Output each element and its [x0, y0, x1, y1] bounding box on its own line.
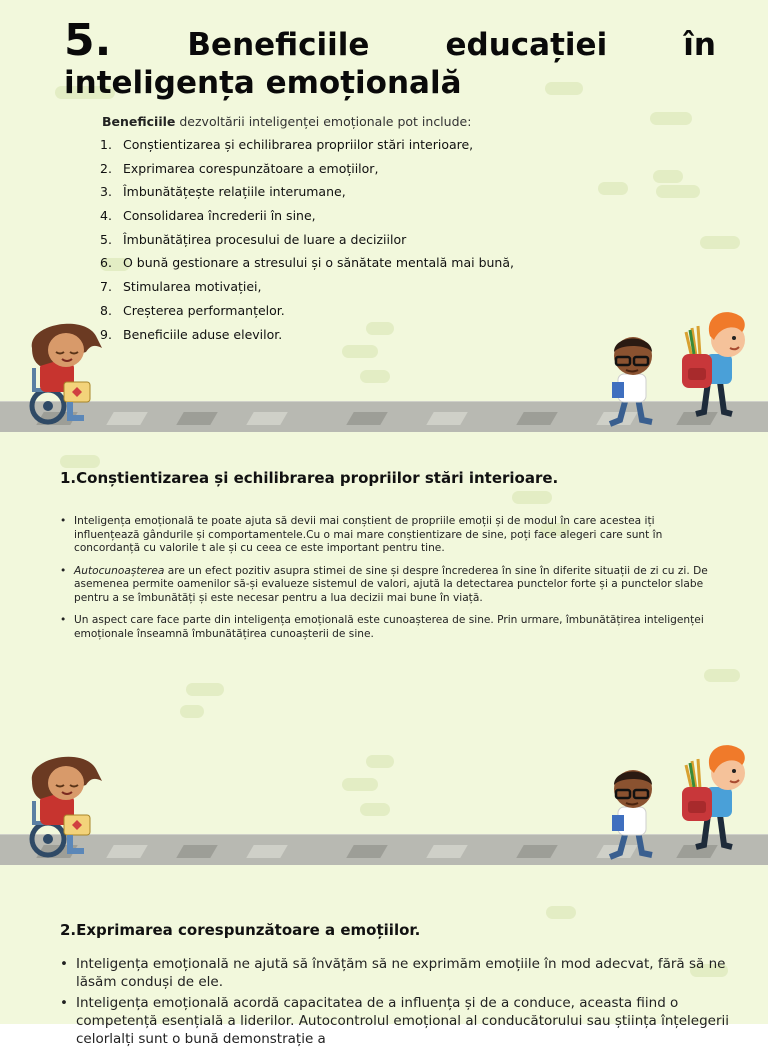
bullet-text: Un aspect care face parte din inteligența emoțională este cunoașterea de sine. Prin urmare, îmbunătățirea inteligenței emoționale înseamnă îmbunătățirea cunoașterii de sine.: [74, 614, 704, 640]
item-text: Conștientizarea și echilibrarea propriilor stări interioare,: [123, 137, 474, 152]
list-item: [100, 255, 514, 279]
title-word: educației: [445, 27, 608, 63]
decor-dash: [180, 705, 204, 718]
item-text: Creșterea performanțelor.: [123, 302, 285, 318]
title-word: Beneficiile: [187, 27, 370, 63]
bullet-item: [60, 515, 716, 556]
list-item: [100, 232, 514, 256]
slide-2-heading: 1.Conștientizarea și echilibrarea propriilor stări interioare.: [60, 469, 559, 487]
item-text: Stimularea motivației,: [123, 279, 262, 295]
slide-1: [0, 0, 768, 433]
decor-dash: [656, 185, 700, 198]
list-item: [100, 327, 514, 351]
boy-glasses-illustration: [602, 765, 666, 863]
title-number: 5.: [64, 15, 112, 66]
item-text: Consolidarea încrederii în sine,: [123, 208, 316, 224]
bullet-item: [60, 955, 736, 991]
intro-text: [102, 114, 471, 129]
item-text: Îmbunătățește relațiile interumane,: [123, 184, 346, 200]
decor-dash: [366, 755, 394, 768]
list-item: [100, 303, 514, 327]
item-number: 4.: [100, 208, 112, 224]
decor-dash: [546, 906, 576, 919]
bullet-emphasis: Autocunoașterea: [74, 564, 165, 577]
bullet-item: [60, 565, 716, 606]
item-number: 5.: [100, 231, 112, 247]
girl-wheelchair-illustration: [24, 751, 114, 859]
list-item: [100, 208, 514, 232]
decor-dash: [360, 370, 390, 383]
item-text: Exprimarea corespunzătoare a emoțiilor,: [123, 160, 379, 176]
bullet-text: Inteligența emoțională te poate ajuta să devii mai conștient de propriile emoții și de modul în care acestea iți influențează gândurile și comportamentele.Cu o mai mare conștientizare de sine, poți face alegeri care sunt în concordanță cu valorile t ale și cu ceea ce este important pentru tine.: [74, 515, 663, 554]
boy-backpack-illustration: [680, 743, 752, 853]
bullet-text: are un efect pozitiv asupra stimei de sine și despre încrederea în sine în diferite situații de zi cu zi. De asemenea permite oamenilor să-și evalueze sistemul de valori, ajută la detectarea punctelor forte și a punctelor slabe pentru a se îmbunătăți și este necesar pentru a lua decizii mai bune în viață.: [74, 564, 708, 604]
girl-wheelchair-illustration: [24, 318, 114, 426]
boy-backpack-illustration: [680, 310, 752, 420]
item-text: Îmbunătățirea procesului de luare a deciziilor: [123, 231, 407, 247]
bullet-item: [60, 994, 736, 1048]
item-number: 6.: [100, 255, 112, 271]
item-number: 3.: [100, 184, 112, 200]
decor-dash: [186, 683, 224, 696]
decor-dash: [512, 491, 552, 504]
item-text: Beneficiile aduse elevilor.: [123, 326, 283, 342]
title-line-2: inteligența emoțională: [64, 65, 462, 101]
decor-dash: [360, 803, 390, 816]
slide-3: [0, 866, 768, 1047]
slide-3-bullets: [60, 955, 736, 1051]
decor-dash: [653, 170, 683, 183]
bullet-item: [60, 614, 716, 641]
benefits-list: [100, 137, 514, 350]
bullet-text: Inteligența emoțională acordă capacitatea de a influența și de a conduce, aceasta fiind o competență esențială a liderilor. Autocontrolul emoțional al conducătorului sau știința înțelegerii celorlalți sunt o bună demonstrație a: [76, 995, 729, 1047]
list-item: [100, 184, 514, 208]
item-number: 8.: [100, 302, 112, 318]
item-text: O bună gestionare a stresului și o sănătate mentală mai bună,: [123, 255, 514, 271]
decor-dash: [700, 236, 740, 249]
decor-dash: [650, 112, 692, 125]
decor-dash: [342, 778, 378, 791]
title-word: în: [683, 27, 716, 63]
decor-dash: [60, 455, 100, 468]
boy-glasses-illustration: [602, 332, 666, 430]
item-number: 9.: [100, 326, 112, 342]
item-number: 1.: [100, 137, 112, 152]
slide-title: [64, 15, 716, 102]
intro-bold: Beneficiile: [102, 114, 176, 129]
list-item: [100, 279, 514, 303]
intro-rest: dezvoltării inteligenței emoționale pot include:: [175, 114, 472, 129]
item-number: 7.: [100, 279, 112, 295]
list-item: [100, 161, 514, 185]
bullet-text: Inteligența emoțională ne ajută să învățăm să ne exprimăm emoțiile în mod adecvat, fără să ne lăsăm conduși de ele.: [76, 956, 726, 990]
item-number: 2.: [100, 160, 112, 176]
decor-dash: [704, 669, 740, 682]
decor-dash: [598, 182, 628, 195]
list-item: [100, 137, 514, 161]
slide-2-bullets: [60, 515, 716, 650]
slide-3-heading: 2.Exprimarea corespunzătoare a emoțiilor.: [60, 921, 421, 939]
slide-2: [0, 433, 768, 866]
